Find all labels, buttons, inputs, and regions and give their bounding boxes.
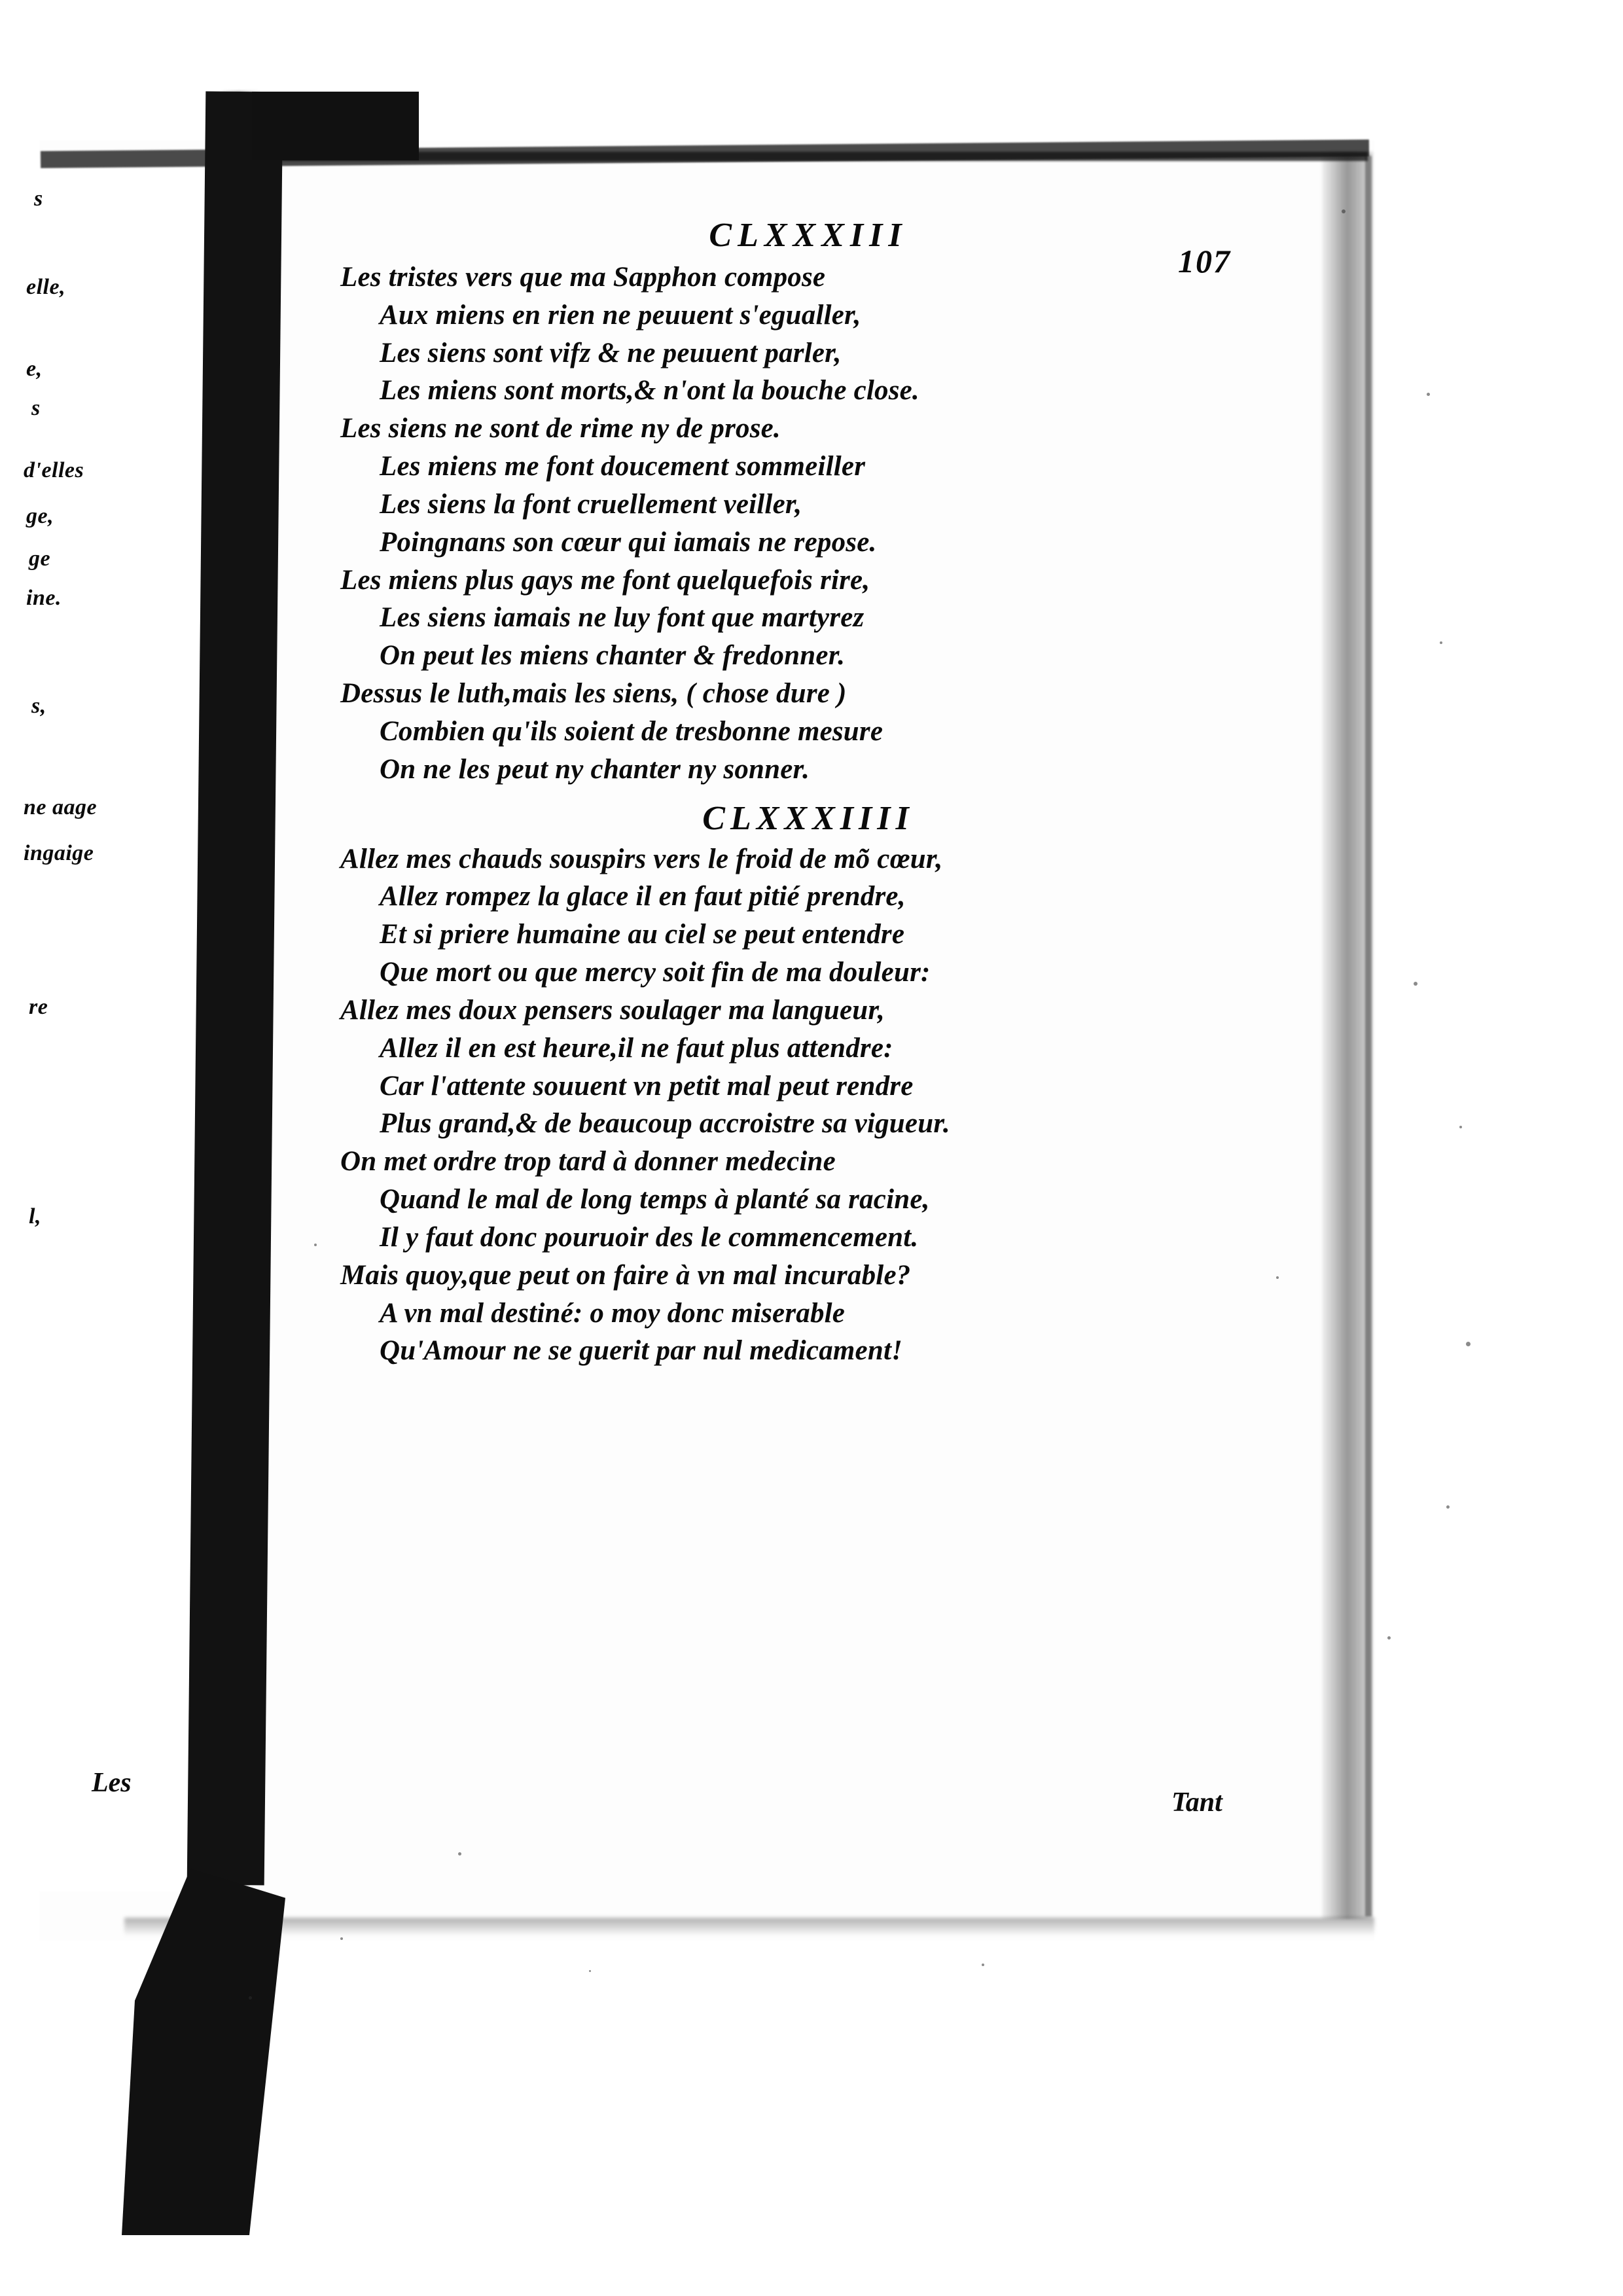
verse-line: Il y faut donc pouruoir des le commencement. [380,1221,919,1253]
scan-speckle [314,1244,317,1246]
verse-line: On ne les peut ny chanter ny sonner. [380,753,810,785]
scan-speckle [1459,1126,1462,1128]
verse-line: Et si priere humaine au ciel se peut entendre [380,919,905,950]
scan-speckle [1466,1342,1471,1346]
verso-text-fragment: ne aage [24,795,98,819]
verse-line: Allez rompez la glace il en faut pitié prendre, [380,881,906,912]
verse-line: On met ordre trop tard à donner medecine [340,1146,836,1177]
verse-line: Plus grand,& de beaucoup accroistre sa vigueur. [380,1108,950,1139]
verso-text-fragment: s [31,396,41,420]
scan-speckle [1387,1636,1391,1640]
scan-speckle [1414,982,1418,986]
verse-line: Les siens la font cruellement veiller, [380,488,802,520]
verse-line: Allez mes doux pensers soulager ma langueur, [340,994,885,1026]
scan-speckle [1342,209,1346,213]
poem-text-block [340,216,1276,1370]
scan-speckle [1276,1276,1279,1279]
verse-line: Dessus le luth,mais les siens, ( chose dure ) [340,678,847,709]
scan-speckle [982,1964,984,1966]
verse-line: Allez mes chauds souspirs vers le froid de mõ cœur, [340,843,943,874]
verso-text-fragment: d'elles [24,458,84,482]
scan-speckle [589,1970,591,1972]
scan-speckle [340,1937,343,1940]
verse-line: Aux miens en rien ne peuuent s'egualler, [380,299,861,331]
book-bottom-edge-shadow [124,1918,1374,1936]
verse-line: Que mort ou que mercy soit fin de ma douleur: [380,957,931,988]
verse-line: Allez il en est heure,il ne faut plus attendre: [380,1032,893,1064]
black-clamp-top [252,92,419,160]
verse-line: Les miens me font doucement sommeiller [380,451,866,482]
verse-line: Mais quoy,que peut on faire à vn mal incurable? [340,1259,911,1291]
verse-line: Les siens sont vifz & ne peuuent parler, [380,337,842,368]
verse-line: Les siens ne sont de rime ny de prose. [340,413,781,444]
verse-line: Combien qu'ils soient de tresbonne mesure [380,715,883,747]
catchword-verso: Les [92,1768,132,1798]
verso-text-fragment: elle, [26,275,66,299]
verse-line: Qu'Amour ne se guerit par nul medicament! [380,1335,903,1367]
folio-number: 107 [1178,243,1231,279]
verse-line: A vn mal destiné: o moy donc miserable [380,1297,846,1329]
verso-text-fragment: l, [29,1204,41,1229]
scan-speckle [458,1852,461,1856]
book-top-edge-dark [281,152,1368,161]
verse-line: Car l'attente souuent vn petit mal peut rendre [380,1070,914,1102]
verso-text-fragment: s [34,187,43,211]
verso-text-fragment: s, [31,694,46,718]
book-right-edge-line [1365,156,1372,1916]
verso-text-fragment: ge, [26,504,54,528]
verse-line: Les tristes vers que ma Sapphon compose [340,262,826,293]
verse-line: Les miens sont morts,& n'ont la bouche close. [380,375,919,406]
verse-line: On peut les miens chanter & fredonner. [380,640,846,672]
verso-text-fragment: re [29,995,48,1019]
verse-line: Poingnans son cœur qui iamais ne repose. [380,526,877,558]
verso-text-fragment: ingaige [24,841,94,865]
poem-heading: CLXXXIIII [702,799,914,837]
catchword-recto: Tant [1171,1787,1222,1818]
scan-speckle [1427,393,1430,396]
poem-heading: CLXXXIII [709,217,908,254]
scan-speckle [249,1996,252,2000]
verse-line: Quand le mal de long temps à planté sa racine, [380,1184,930,1215]
scan-speckle [1440,641,1442,644]
scan-speckle [1446,1505,1450,1509]
verso-text-fragment: ine. [26,586,62,610]
verse-line: Les miens plus gays me font quelquefois rire, [340,564,870,596]
verso-text-fragment: e, [26,357,43,381]
verse-line: Les siens iamais ne luy font que martyrez [380,602,865,634]
verso-text-fragment: ge [29,547,51,571]
